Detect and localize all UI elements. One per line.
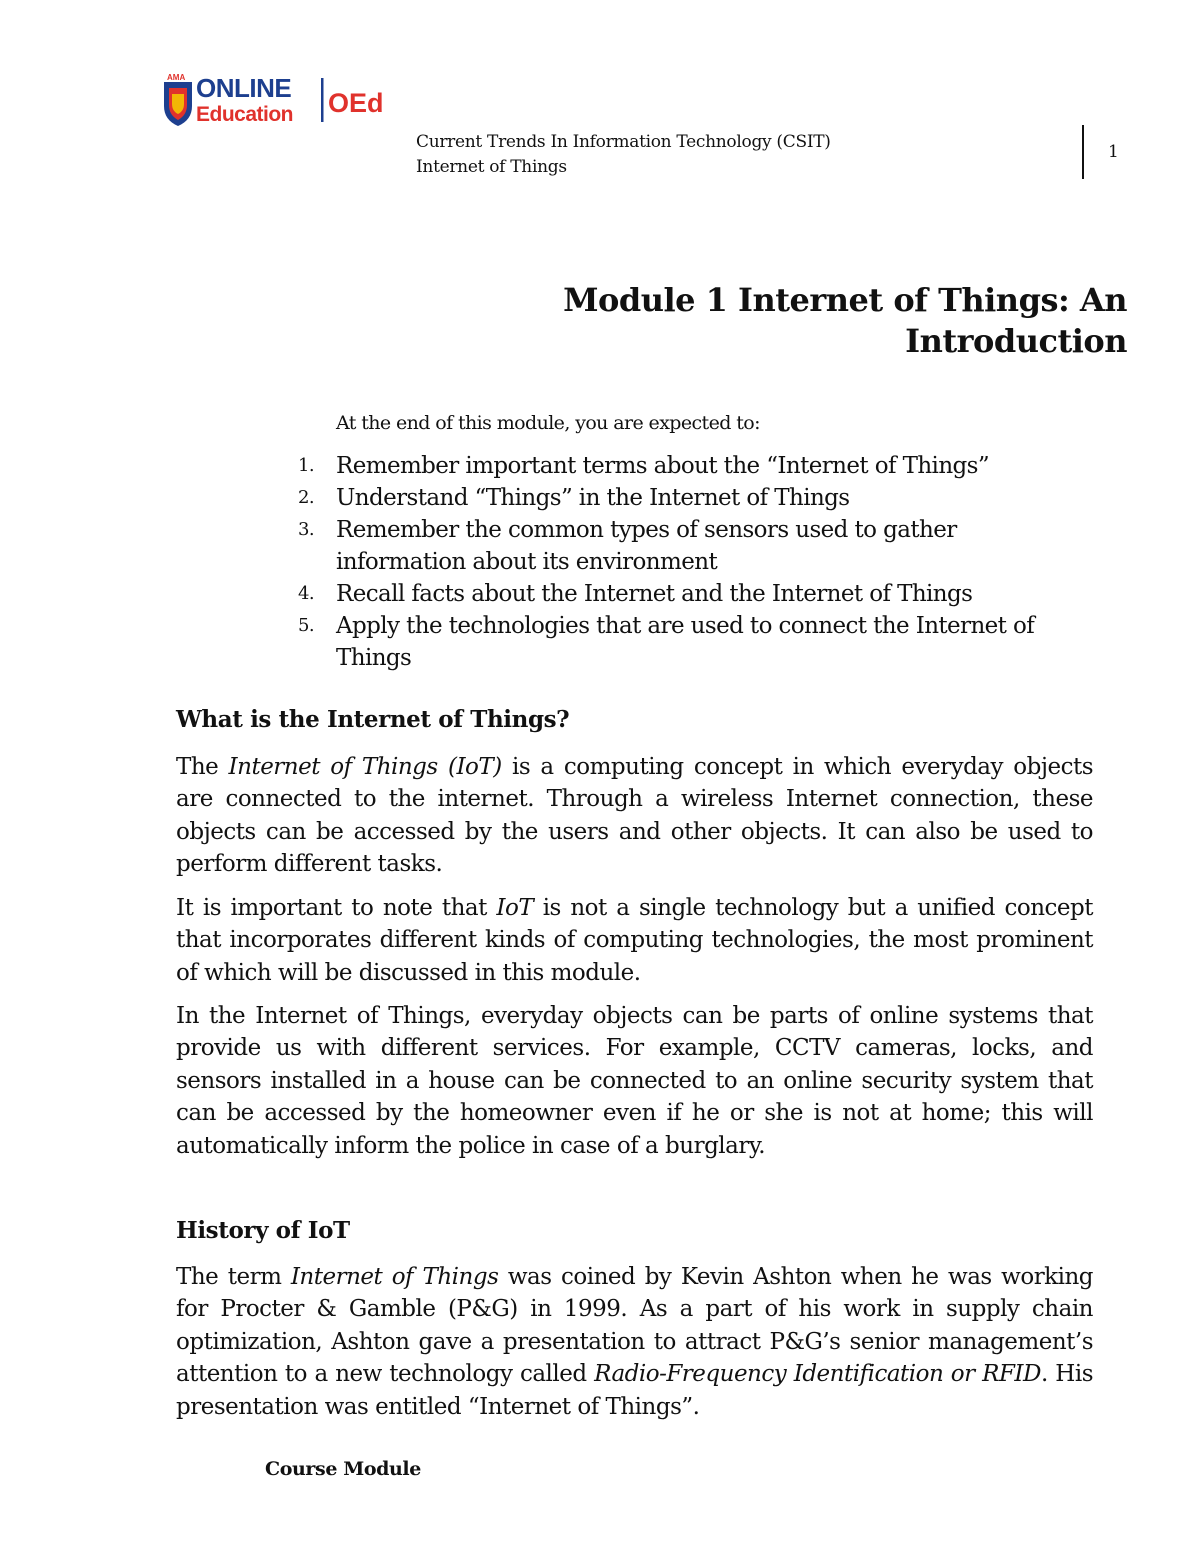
- para-term: IoT: [496, 895, 534, 921]
- list-item-number: 3.: [298, 519, 314, 540]
- para-text: is not a single technology but a unified concept that incorporates different kinds of computing technologies, the most prominent of which will be discussed in this module.: [176, 895, 1094, 986]
- module-title: [563, 280, 1127, 362]
- logo-badge-text: AMA: [167, 73, 186, 82]
- list-item-text: Remember important terms about the “Internet of Things”: [336, 453, 990, 479]
- paragraph-what-is-1: [176, 751, 1093, 881]
- list-item: [298, 610, 1078, 674]
- list-item-text: Apply the technologies that are used to connect the Internet of Things: [336, 613, 1035, 671]
- list-item-text: Remember the common types of sensors used to gather information about its environment: [336, 517, 957, 575]
- title-line2: Introduction: [905, 322, 1127, 360]
- section-heading-history: History of IoT: [176, 1217, 350, 1244]
- paragraph-what-is-3: [176, 1000, 1093, 1162]
- list-item-number: 5.: [298, 615, 314, 636]
- objectives-intro: At the end of this module, you are expected to:: [336, 412, 760, 434]
- section-heading-what-is-iot: What is the Internet of Things?: [176, 706, 570, 733]
- para-term: Internet of Things (IoT): [228, 754, 502, 780]
- para-text: is a computing concept in which everyday objects are connected to the internet. Through a wireless Internet connection, these objects can be accessed by the users and other objects. It can also be used to perform different tasks.: [176, 754, 1094, 878]
- logo-mark: OEd: [328, 88, 384, 118]
- list-item: [298, 450, 1078, 482]
- para-term: Internet of Things: [290, 1264, 499, 1290]
- para-text: The: [176, 754, 229, 780]
- page-number: 1: [1108, 142, 1119, 162]
- logo-line1: ONLINE: [196, 73, 292, 103]
- list-item-number: 4.: [298, 583, 314, 604]
- list-item-text: Recall facts about the Internet and the Internet of Things: [336, 581, 973, 607]
- para-text: In the Internet of Things, everyday objects can be parts of online systems that provide us with different services. For example, CCTV cameras, locks, and sensors installed in a house can be connected to an online security system that can be accessed by the homeowner even if he or she is not at home; this will automatically inform the police in case of a burglary.: [176, 1003, 1093, 1159]
- para-text: . His presentation was entitled “Internet of Things”.: [176, 1361, 1093, 1420]
- header-topic: Internet of Things: [416, 157, 567, 177]
- list-item-number: 2.: [298, 487, 314, 508]
- list-item-text: Understand “Things” in the Internet of Things: [336, 485, 850, 511]
- header-course: Current Trends In Information Technology (CSIT): [416, 132, 831, 152]
- para-term: Radio-Frequency Identification or RFID: [594, 1361, 1041, 1388]
- objectives-list: [298, 450, 1078, 674]
- list-item-number: 1.: [298, 455, 314, 476]
- logo-line2: Education: [196, 103, 294, 126]
- header-divider: [1082, 125, 1084, 179]
- para-text: The term: [176, 1264, 291, 1290]
- logo-graphic: [160, 72, 400, 128]
- para-text: It is important to note that: [176, 895, 497, 921]
- list-item: [298, 578, 1078, 610]
- title-line1: Module 1 Internet of Things: An: [563, 281, 1127, 319]
- list-item: [298, 514, 1078, 578]
- online-education-logo: [160, 72, 400, 128]
- running-header: [416, 130, 831, 180]
- footer-label: Course Module: [265, 1458, 421, 1480]
- paragraph-what-is-2: [176, 892, 1093, 989]
- logo-divider: [321, 78, 324, 122]
- paragraph-history-1: [176, 1261, 1093, 1423]
- list-item: [298, 482, 1078, 514]
- para-text: was coined by Kevin Ashton when he was working for Procter & Gamble (P&G) in 1999. As a part of his work in supply chain optimization, Ashton gave a presentation to attract P&G’s senior management’s attention to a new technology called: [176, 1264, 1094, 1388]
